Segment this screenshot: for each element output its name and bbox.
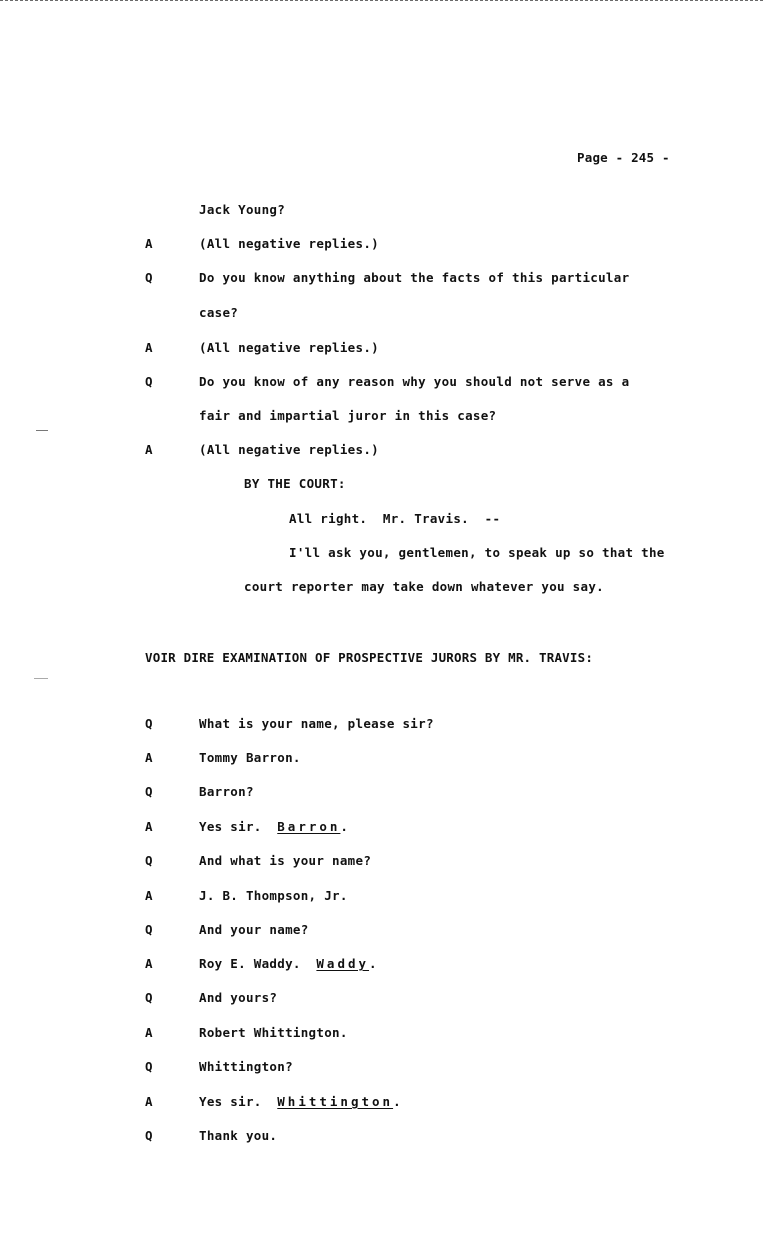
court-statement: court reporter may take down whatever you say. [244, 579, 604, 594]
examination-line: And your name? [199, 922, 309, 937]
examination-line: And yours? [199, 990, 278, 1005]
page-number: Page - 245 - [577, 150, 670, 165]
transcript-line: Jack Young? [199, 202, 286, 217]
examination-line: Thank you. [199, 1128, 278, 1143]
speaker-label: Q [145, 990, 153, 1005]
speaker-label: A [145, 1094, 153, 1109]
answer-text: Yes sir. [199, 1094, 262, 1109]
speaker-label: Q [145, 922, 153, 937]
spelled-suffix: . [369, 956, 377, 971]
examination-line: And what is your name? [199, 853, 372, 868]
examination-line: Whittington? [199, 1059, 293, 1074]
speaker-label: A [145, 819, 153, 834]
speaker-label: Q [145, 784, 153, 799]
examination-line: J. B. Thompson, Jr. [199, 888, 348, 903]
speaker-label: Q [145, 853, 153, 868]
examination-line: Robert Whittington. [199, 1025, 348, 1040]
speaker-label: A [145, 956, 153, 971]
speaker-label: Q [145, 1059, 153, 1074]
examination-line [199, 819, 348, 834]
spelled-name: Barron [277, 819, 341, 834]
examination-line: Barron? [199, 784, 254, 799]
transcript-line: fair and impartial juror in this case? [199, 408, 497, 423]
court-statement: I'll ask you, gentlemen, to speak up so that the [289, 545, 665, 560]
speaker-label: Q [145, 270, 153, 285]
spelled-suffix: . [393, 1094, 401, 1109]
margin-mark [34, 678, 48, 679]
transcript-line: case? [199, 305, 239, 320]
speaker-label: A [145, 442, 153, 457]
margin-mark [36, 430, 48, 431]
court-heading: BY THE COURT: [244, 476, 346, 491]
speaker-label: A [145, 236, 153, 251]
spelled-suffix: . [340, 819, 349, 834]
transcript-line: Do you know anything about the facts of this particular [199, 270, 630, 285]
speaker-label: Q [145, 1128, 153, 1143]
speaker-label: Q [145, 374, 153, 389]
speaker-label: A [145, 888, 153, 903]
spelled-name: Whittington [277, 1094, 394, 1109]
speaker-label: Q [145, 716, 153, 731]
speaker-label: A [145, 1025, 153, 1040]
examination-line [199, 956, 377, 971]
transcript-line: (All negative replies.) [199, 442, 379, 457]
examination-line: What is your name, please sir? [199, 716, 434, 731]
page-top-edge [0, 0, 763, 6]
answer-text: Yes sir. [199, 819, 262, 834]
transcript-line: (All negative replies.) [199, 340, 379, 355]
court-statement: All right. Mr. Travis. -- [289, 511, 501, 526]
speaker-label: A [145, 750, 153, 765]
answer-text: Roy E. Waddy. [199, 956, 301, 971]
examination-line [199, 1094, 401, 1109]
section-heading: VOIR DIRE EXAMINATION OF PROSPECTIVE JURORS BY MR. TRAVIS: [145, 650, 594, 665]
transcript-line: Do you know of any reason why you should not serve as a [199, 374, 630, 389]
transcript-line: (All negative replies.) [199, 236, 379, 251]
speaker-label: A [145, 340, 153, 355]
spelled-name: Waddy [316, 956, 370, 971]
examination-line: Tommy Barron. [199, 750, 301, 765]
